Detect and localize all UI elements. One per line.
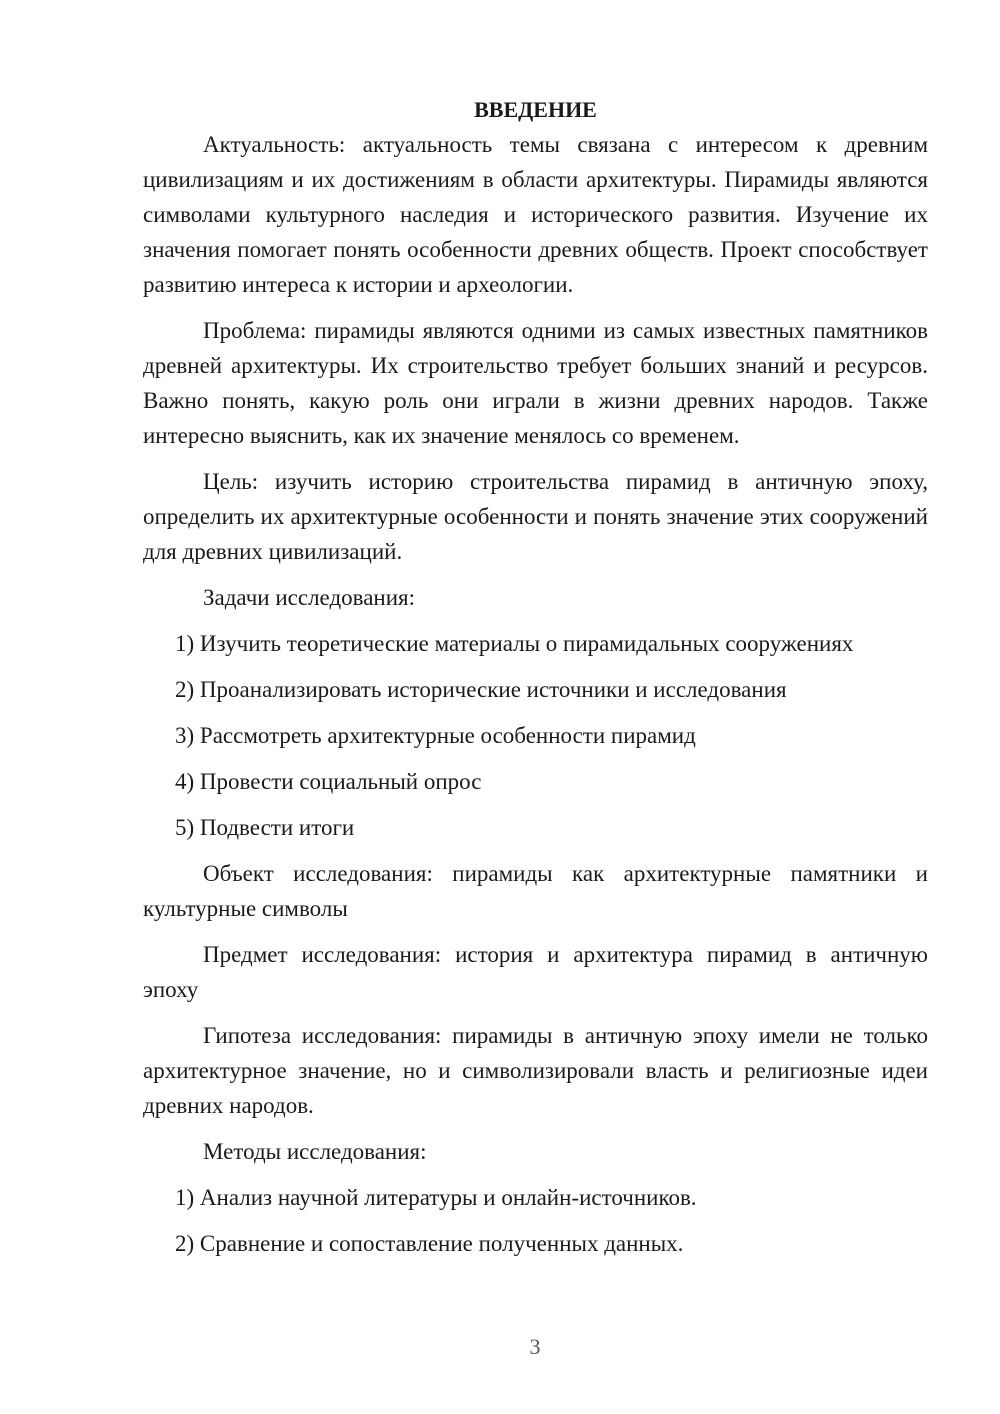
list-item: 2) Сравнение и сопоставление полученных данных.	[175, 1231, 684, 1256]
list-item: 1) Анализ научной литературы и онлайн-источников.	[175, 1185, 697, 1210]
list-item: 3) Рассмотреть архитектурные особенности пирамид	[175, 723, 696, 748]
goal-paragraph: Цель: изучить историю строительства пирамид в античную эпоху, определить их архитектурные особенности и понять значение этих сооружений для древних цивилизаций.	[143, 469, 928, 564]
methods-list	[143, 1180, 928, 1261]
document-page	[143, 92, 928, 1272]
tasks-list	[143, 626, 928, 845]
tasks-heading: Задачи исследования:	[203, 585, 416, 610]
list-item: 2) Проанализировать исторические источники и исследования	[175, 677, 787, 702]
relevance-paragraph: Актуальность: актуальность темы связана с интересом к древним цивилизациям и их достижениям в области архитектуры. Пирамиды являются символами культурного наследия и исторического развития. Изучение их значения помогает понять особенности древних обществ. Проект способствует развитию интереса к истории и археологии.	[143, 132, 928, 297]
hypothesis-paragraph: Гипотеза исследования: пирамиды в античную эпоху имели не только архитектурное значение, но и символизировали власть и религиозные идеи древних народов.	[143, 1023, 928, 1118]
subject-paragraph: Предмет исследования: история и архитектура пирамид в античную эпоху	[143, 942, 928, 1002]
object-paragraph: Объект исследования: пирамиды как архитектурные памятники и культурные символы	[143, 861, 928, 921]
section-title: ВВЕДЕНИЕ	[474, 97, 597, 122]
list-item: 4) Провести социальный опрос	[175, 769, 482, 794]
list-item: 1) Изучить теоретические материалы о пирамидальных сооружениях	[175, 631, 854, 656]
list-item: 5) Подвести итоги	[175, 815, 355, 840]
page-number: 3	[529, 1334, 541, 1359]
problem-paragraph: Проблема: пирамиды являются одними из самых известных памятников древней архитектуры. Их строительство требует больших знаний и ресурсов. Важно понять, какую роль они играли в жизни древних народов. Также интересно выяснить, как их значение менялось со временем.	[143, 318, 928, 448]
methods-heading: Методы исследования:	[203, 1139, 427, 1164]
